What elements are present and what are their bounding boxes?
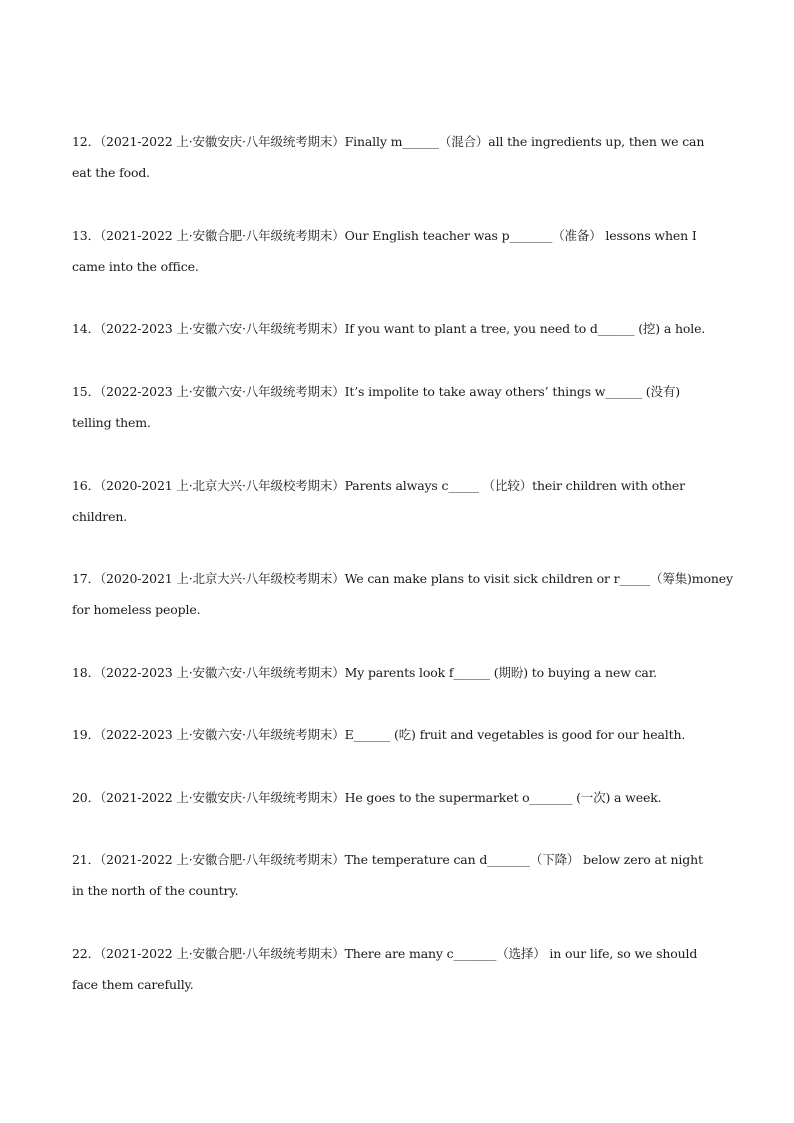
- question-22: [72, 938, 724, 1000]
- question-line: 19．（2022-2023 上·安徽六安·八年级统考期末）E______ (吃) fruit and vegetables is good for our health.: [72, 727, 686, 742]
- question-line: 12．（2021-2022 上·安徽安庆·八年级统考期末）Finally m______（混合）all the ingredients up, then we can: [72, 134, 705, 149]
- question-line: 21．（2021-2022 上·安徽合肥·八年级统考期末）The temperature can d_______（下降） below zero at night: [72, 852, 703, 867]
- question-line: for homeless people.: [72, 602, 201, 617]
- question-line: 13．（2021-2022 上·安徽合肥·八年级统考期末）Our English teacher was p_______（准备） lessons when I: [72, 228, 697, 243]
- question-line: 18．（2022-2023 上·安徽六安·八年级统考期末）My parents look f______ (期盼) to buying a new car.: [72, 665, 658, 680]
- question-19: [72, 719, 724, 750]
- question-line: 17．（2020-2021 上·北京大兴·八年级校考期末）We can make plans to visit sick children or r_____（筹集)money: [72, 571, 733, 586]
- question-line: 22．（2021-2022 上·安徽合肥·八年级统考期末）There are many c_______（选择） in our life, so we should: [72, 946, 698, 961]
- question-line: face them carefully.: [72, 977, 194, 992]
- question-line: in the north of the country.: [72, 883, 239, 898]
- question-16: [72, 470, 724, 532]
- question-14: [72, 313, 724, 344]
- question-line: 15．（2022-2023 上·安徽六安·八年级统考期末）It’s impolite to take away others’ things w______ (没有): [72, 384, 680, 399]
- question-20: [72, 782, 724, 813]
- question-line: eat the food.: [72, 165, 150, 180]
- question-15: [72, 376, 724, 438]
- question-line: came into the office.: [72, 259, 199, 274]
- question-12: [72, 126, 724, 188]
- question-13: [72, 220, 724, 282]
- question-line: 16．（2020-2021 上·北京大兴·八年级校考期末）Parents always c_____ （比较）their children with other: [72, 478, 685, 493]
- question-line: 14．（2022-2023 上·安徽六安·八年级统考期末）If you want to plant a tree, you need to d______ (挖) a hole.: [72, 321, 706, 336]
- question-line: telling them.: [72, 415, 151, 430]
- question-18: [72, 657, 724, 688]
- question-line: children.: [72, 509, 128, 524]
- question-17: [72, 563, 733, 625]
- question-line: 20．（2021-2022 上·安徽安庆·八年级统考期末）He goes to the supermarket o_______ (一次) a week.: [72, 790, 662, 805]
- question-21: [72, 844, 724, 906]
